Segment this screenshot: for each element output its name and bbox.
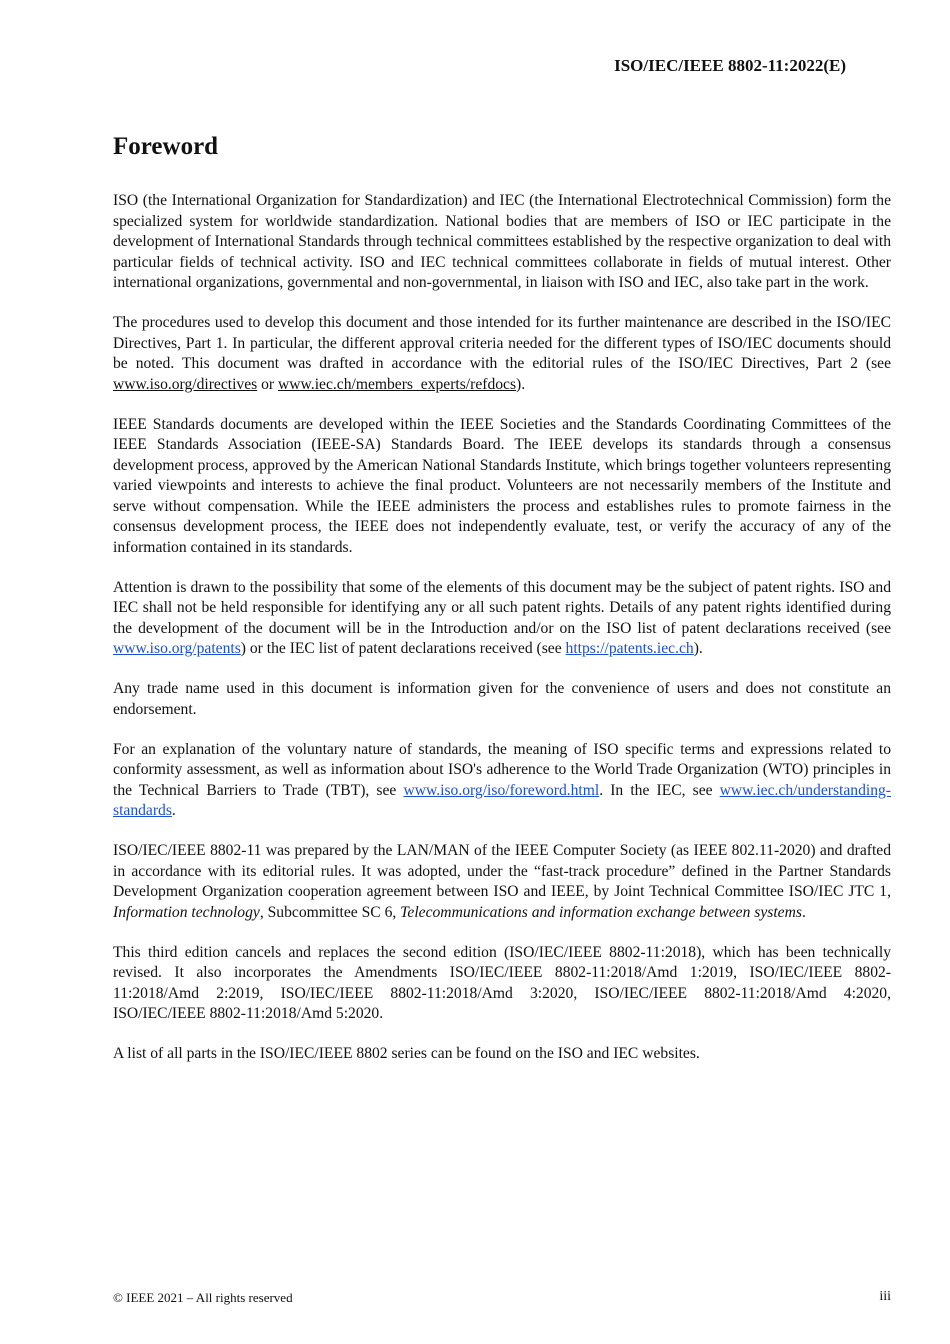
hyperlink[interactable]: www.iec.ch/members_experts/refdocs <box>278 375 517 393</box>
hyperlink[interactable]: www.iec.ch/understanding-standards <box>113 781 891 819</box>
text-run: . In the IEC, see <box>599 781 720 799</box>
text-run: Any trade name used in this document is information given for the convenience of users and does not constitute an endorsement. <box>113 680 891 718</box>
paragraph <box>113 740 891 822</box>
text-run: or <box>257 375 279 393</box>
paragraph <box>113 841 891 923</box>
paragraph <box>113 943 891 1025</box>
paragraph <box>113 578 891 660</box>
paragraph <box>113 191 891 294</box>
text-run: Attention is drawn to the possibility that some of the elements of this document may be the subject of patent rights. ISO and IEC shall not be held responsible for identifying any or all such patent rights. Details of any patent rights identified during the development of the document will be in the Introduction and/or on the ISO list of patent declarations received (see <box>113 578 891 637</box>
paragraph <box>113 679 891 720</box>
copyright-footer: © IEEE 2021 – All rights reserved <box>113 1290 293 1305</box>
hyperlink[interactable]: www.iso.org/patents <box>113 640 241 657</box>
hyperlink[interactable]: www.iso.org/directives <box>113 375 258 393</box>
text-run: . <box>171 802 176 819</box>
text-run: The procedures used to develop this document and those intended for its further maintenance are described in the ISO/IEC Directives, Part 1. In particular, the different approval criteria needed for the different types of ISO/IEC documents should be noted. This document was drafted in accordance with the editorial rules of the ISO/IEC Directives, Part 2 (see <box>113 314 891 372</box>
text-run: ) or the IEC list of patent declarations received (see <box>240 640 566 657</box>
italic-title: Telecommunications and information exchange between systems <box>400 903 802 921</box>
text-run: ). <box>693 640 703 657</box>
paragraph <box>113 313 891 395</box>
document-identifier-header: ISO/IEC/IEEE 8802-11:2022(E) <box>614 56 846 75</box>
text-run: . <box>801 903 806 921</box>
text-run: For an explanation of the voluntary nature of standards, the meaning of ISO specific terms and expressions related to conformity assessment, as well as information about ISO's adherence to the World Trade Organization (WTO) principles in the Technical Barriers to Trade (TBT), see <box>113 740 891 799</box>
text-run: ISO (the International Organization for Standardization) and IEC (the International Electrotechnical Commission) form the specialized system for worldwide standardization. National bodies that are members of ISO or IEC participate in the development of International Standards through technical committees established by the respective organization to deal with particular fields of technical activity. ISO and IEC technical committees collaborate in fields of mutual interest. Other international organizations, governmental and non-governmental, in liaison with ISO and IEC, also take part in the work. <box>113 192 891 291</box>
text-run: IEEE Standards documents are developed within the IEEE Societies and the Standards Coordinating Committees of the IEEE Standards Association (IEEE-SA) Standards Board. The IEEE develops its standards through a consensus development process, approved by the American National Standards Institute, which brings together volunteers representing varied viewpoints and interests to achieve the final product. Volunteers are not necessarily members of the Institute and serve without compensation. While the IEEE administers the process and establishes rules to promote fairness in the consensus development process, the IEEE does not independently evaluate, test, or verify the accuracy of any of the information contained in its standards. <box>113 415 891 556</box>
text-run: , Subcommittee SC 6, <box>259 903 401 921</box>
paragraph <box>113 1044 891 1065</box>
italic-title: Information technology <box>113 903 260 921</box>
text-run: ISO/IEC/IEEE 8802-11 was prepared by the LAN/MAN of the IEEE Computer Society (as IEEE 802.11-2020) and drafted in accordance with its editorial rules. It was adopted, under the “fast-track procedure” defined in the Partner Standards Development Organization cooperation agreement between ISO and IEEE, by Joint Technical Committee ISO/IEC JTC 1, <box>113 842 891 900</box>
text-run: A list of all parts in the ISO/IEC/IEEE 8802 series can be found on the ISO and IEC websites. <box>113 1045 700 1062</box>
text-run: ). <box>516 375 526 393</box>
foreword-body <box>113 191 891 1084</box>
page-title: Foreword <box>113 133 219 160</box>
hyperlink[interactable]: https://patents.iec.ch <box>565 640 694 657</box>
page-number: iii <box>879 1289 891 1304</box>
hyperlink[interactable]: www.iso.org/iso/foreword.html <box>403 781 600 799</box>
text-run: This third edition cancels and replaces the second edition (ISO/IEC/IEEE 8802-11:2018), which has been technically revised. It also incorporates the Amendments ISO/IEC/IEEE 8802-11:2018/Amd 1:2019, ISO/IEC/IEEE 8802-11:2018/Amd 2:2019, ISO/IEC/IEEE 8802-11:2018/Amd 3:2020, ISO/IEC/IEEE 8802-11:2018/Amd 4:2020, ISO/IEC/IEEE 8802-11:2018/Amd 5:2020. <box>113 943 891 1022</box>
paragraph <box>113 415 891 559</box>
